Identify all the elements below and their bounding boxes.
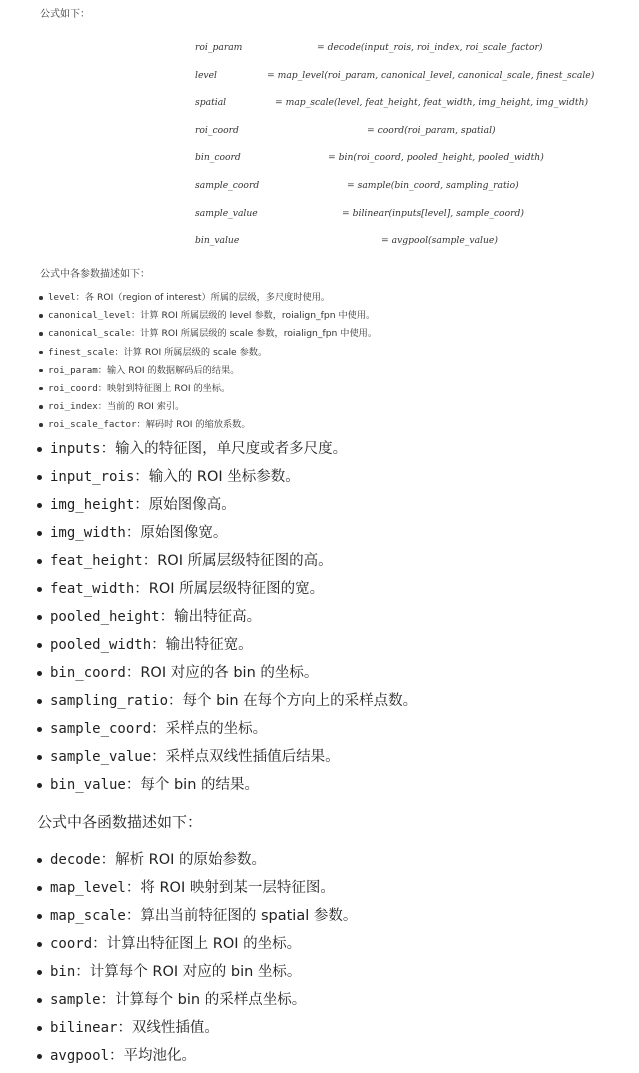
list-item [38, 325, 377, 343]
param-name: img_height [50, 497, 135, 513]
func-desc: ：计算每个 ROI 对应的 bin 坐标。 [75, 964, 302, 980]
param-name: input_rois [50, 469, 135, 485]
func-name: sample [50, 992, 101, 1008]
list-item [36, 903, 357, 931]
func-name: bin [50, 964, 76, 980]
param-name: feat_width [50, 581, 135, 597]
formula-lhs: sample_value [195, 207, 258, 219]
param-desc: ：当前的 ROI 索引。 [97, 401, 185, 413]
formula-row [195, 202, 605, 230]
list-item [38, 344, 377, 362]
formula-row [195, 146, 605, 174]
param-desc: ：输入 ROI 的数据解码后的结果。 [97, 364, 240, 376]
list-item [38, 380, 377, 398]
list-item [36, 688, 417, 716]
func-name: map_level [50, 880, 126, 896]
list-item [36, 520, 417, 548]
param-desc: ：每个 bin 在每个方向上的采样点数。 [168, 693, 418, 709]
formula-lhs: spatial [195, 97, 227, 109]
func-name: bilinear [50, 1020, 118, 1036]
params-heading-small: 公式中各参数描述如下： [40, 269, 150, 280]
param-name: pooled_height [50, 609, 160, 625]
func-desc: ：双线性插值。 [117, 1020, 219, 1036]
param-desc: ：解码时 ROI 的缩放系数。 [136, 419, 251, 431]
formula-intro: 公式如下： [40, 9, 90, 20]
formula-rhs: = sample(bin_coord, sampling_ratio) [347, 179, 519, 191]
funcs-heading: 公式中各函数描述如下： [37, 813, 203, 831]
param-desc: ：输出特征宽。 [151, 637, 253, 653]
func-name: map_scale [50, 908, 126, 924]
formula-row [195, 119, 605, 147]
func-name: decode [50, 852, 101, 868]
param-desc: ：ROI 所属层级特征图的宽。 [134, 581, 325, 597]
param-name: roi_coord [48, 382, 98, 394]
param-name: img_width [50, 525, 126, 541]
param-name: bin_value [50, 777, 126, 793]
param-name: sampling_ratio [50, 693, 169, 709]
list-item [38, 398, 377, 416]
list-item [36, 1043, 357, 1071]
funcs-list [36, 847, 357, 1071]
func-name: coord [50, 936, 93, 952]
list-item [36, 492, 417, 520]
list-item [36, 716, 417, 744]
formula-block [195, 36, 605, 257]
param-desc: ：输出特征高。 [159, 609, 262, 625]
func-desc: ：平均池化。 [109, 1048, 197, 1064]
formula-lhs: roi_param [195, 42, 243, 53]
func-desc: ：算出当前特征图的 spatial 参数。 [125, 908, 358, 924]
param-desc: ：采样点的坐标。 [151, 721, 268, 737]
formula-rhs: = decode(input_rois, roi_index, roi_scale_factor) [317, 42, 543, 53]
list-item [36, 1015, 357, 1043]
list-item [36, 464, 417, 492]
list-item [38, 416, 377, 434]
param-desc: ：采样点双线性插值后结果。 [151, 749, 340, 765]
param-name: finest_scale [48, 346, 115, 358]
param-desc: ：计算 ROI 所属层级的 scale 参数，roialign_fpn 中使用。 [130, 328, 378, 340]
param-name: canonical_scale [48, 328, 131, 340]
param-desc: ：原始图像宽。 [125, 525, 228, 541]
list-item [38, 307, 377, 325]
param-name: level [48, 292, 76, 303]
formula-lhs: sample_coord [195, 179, 260, 191]
list-item [36, 744, 417, 772]
formula-rhs: = bilinear(inputs[level], sample_coord) [342, 207, 524, 219]
param-name: sample_value [50, 749, 152, 765]
formula-row [195, 174, 605, 202]
list-item [38, 362, 377, 380]
param-desc: ：输入的 ROI 坐标参数。 [134, 469, 300, 485]
formula-lhs: roi_coord [195, 124, 239, 136]
param-desc: ：原始图像高。 [134, 497, 236, 513]
param-name: inputs [50, 441, 101, 457]
formula-row [195, 64, 605, 92]
list-item [36, 931, 357, 959]
list-item [36, 987, 357, 1015]
param-name: roi_param [48, 364, 98, 376]
formula-row [195, 91, 605, 119]
list-item [36, 875, 357, 903]
func-name: avgpool [50, 1048, 110, 1064]
param-name: pooled_width [50, 637, 152, 653]
list-item [38, 289, 377, 307]
list-item [36, 660, 417, 688]
param-name: canonical_level [48, 310, 131, 322]
param-desc: ：计算 ROI 所属层级的 scale 参数。 [114, 346, 268, 358]
formula-lhs: bin_coord [195, 152, 241, 164]
list-item [36, 847, 357, 875]
param-desc: ：映射到特征图上 ROI 的坐标。 [97, 382, 231, 394]
param-desc: ：输入的特征图，单尺度或者多尺度。 [100, 441, 348, 457]
params-list-big [36, 436, 417, 800]
list-item [36, 772, 417, 800]
formula-rhs: = map_scale(level, feat_height, feat_width, img_height, img_width) [275, 97, 589, 109]
list-item [36, 632, 417, 660]
list-item [36, 959, 357, 987]
list-item [36, 436, 417, 464]
param-name: bin_coord [50, 665, 126, 681]
func-desc: ：计算每个 bin 的采样点坐标。 [100, 992, 307, 1008]
list-item [36, 576, 417, 604]
list-item [36, 548, 417, 576]
param-desc: ：ROI 所属层级特征图的高。 [142, 553, 333, 569]
params-list-small [38, 289, 377, 435]
param-name: roi_scale_factor [48, 419, 137, 431]
param-name: feat_height [50, 553, 143, 569]
formula-rhs: = map_level(roi_param, canonical_level, canonical_scale, finest_scale) [267, 69, 595, 81]
formula-lhs: level [195, 69, 217, 81]
param-desc: ：ROI 对应的各 bin 的坐标。 [125, 665, 319, 681]
formula-row [195, 36, 605, 64]
formula-row [195, 229, 605, 257]
param-name: roi_index [48, 401, 98, 413]
param-desc: ：计算 ROI 所属层级的 level 参数，roialign_fpn 中使用。 [130, 310, 376, 322]
param-desc: ：每个 bin 的结果。 [125, 777, 259, 793]
formula-rhs: = bin(roi_coord, pooled_height, pooled_width) [328, 152, 544, 164]
func-desc: ：将 ROI 映射到某一层特征图。 [125, 880, 335, 896]
formula-lhs: bin_value [195, 235, 240, 247]
param-desc: ：各 ROI（region of interest）所属的层级，多尺度时使用。 [75, 292, 331, 303]
param-name: sample_coord [50, 721, 152, 737]
formula-rhs: = coord(roi_param, spatial) [367, 124, 496, 136]
func-desc: ：解析 ROI 的原始参数。 [100, 852, 267, 868]
func-desc: ：计算出特征图上 ROI 的坐标。 [92, 936, 302, 952]
list-item [36, 604, 417, 632]
formula-rhs: = avgpool(sample_value) [381, 235, 498, 247]
